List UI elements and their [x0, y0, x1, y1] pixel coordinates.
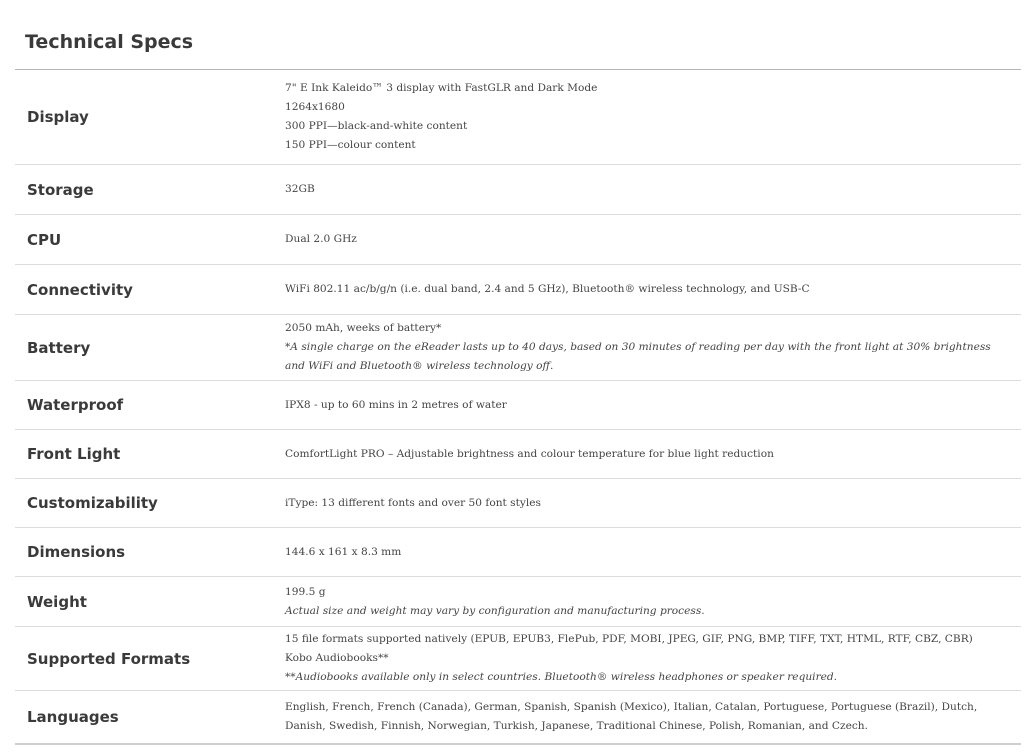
spec-value	[285, 445, 1021, 464]
spec-label: Connectivity	[27, 280, 133, 299]
spec-value-line: English, French, French (Canada), German, Spanish, Spanish (Mexico), Italian, Catalan, Portuguese, Portuguese (Brazil), Dutch, Danish, Swedish, Finnish, Norwegian, Turkish, Japanese, Traditional Chinese, Polish, Romanian, and Czech.	[285, 701, 978, 732]
spec-row-cpu	[15, 215, 1021, 265]
spec-value-line: 15 file formats supported natively (EPUB, EPUB3, FlePub, PDF, MOBI, JPEG, GIF, PNG, BMP, TIFF, TXT, HTML, RTF, CBZ, CBR)	[285, 633, 973, 645]
spec-label: CPU	[27, 230, 62, 249]
spec-value	[285, 583, 1021, 621]
spec-row-dimensions	[15, 528, 1021, 577]
page-title: Technical Specs	[25, 31, 194, 53]
spec-value-line: 1264x1680	[285, 101, 345, 113]
spec-value-line: WiFi 802.11 ac/b/g/n (i.e. dual band, 2.4 and 5 GHz), Bluetooth® wireless technology, and USB-C	[285, 283, 810, 295]
spec-note: *A single charge on the eReader lasts up to 40 days, based on 30 minutes of reading per day with the front light at 30% brightness and WiFi and Bluetooth® wireless technology off.	[285, 341, 991, 372]
spec-row-languages	[15, 691, 1021, 743]
spec-label: Languages	[27, 708, 119, 726]
spec-value	[285, 630, 1021, 687]
spec-value-line: Kobo Audiobooks**	[285, 652, 389, 664]
specs-table	[15, 69, 1021, 745]
spec-label: Waterproof	[27, 396, 124, 414]
spec-value-line: iType: 13 different fonts and over 50 font styles	[285, 496, 541, 509]
spec-value	[285, 698, 1021, 736]
spec-label: Storage	[27, 180, 94, 199]
spec-label: Battery	[27, 338, 91, 357]
spec-value-line: 2050 mAh, weeks of battery*	[285, 322, 442, 334]
spec-value	[285, 79, 1021, 155]
spec-label: Display	[27, 108, 89, 126]
spec-label: Customizability	[27, 494, 158, 512]
spec-value-line: 32GB	[285, 183, 315, 195]
spec-label: Front Light	[27, 445, 121, 463]
spec-row-waterproof	[15, 381, 1021, 430]
spec-row-connectivity	[15, 265, 1021, 315]
spec-value	[285, 180, 1021, 199]
spec-value	[285, 319, 1021, 376]
spec-value	[285, 396, 1021, 415]
spec-row-storage	[15, 165, 1021, 215]
spec-note: **Audiobooks available only in select countries. Bluetooth® wireless headphones or speaker required.	[285, 671, 838, 683]
spec-value-line: 300 PPI—black-and-white content	[285, 120, 468, 132]
spec-row-weight	[15, 577, 1021, 627]
spec-label: Weight	[27, 592, 87, 611]
spec-value	[285, 230, 1021, 249]
spec-value-line: Dual 2.0 GHz	[285, 233, 357, 245]
spec-value-line: ComfortLight PRO – Adjustable brightness and colour temperature for blue light reduction	[285, 447, 774, 460]
spec-value	[285, 543, 1021, 562]
spec-value-line: 144.6 x 161 x 8.3 mm	[285, 545, 402, 558]
spec-note: Actual size and weight may vary by configuration and manufacturing process.	[285, 604, 705, 617]
spec-label: Supported Formats	[27, 649, 191, 668]
spec-row-supported-formats	[15, 627, 1021, 691]
spec-value-line: 150 PPI—colour content	[285, 139, 416, 151]
spec-value	[285, 280, 1021, 299]
spec-row-front-light	[15, 430, 1021, 479]
spec-label: Dimensions	[27, 543, 126, 561]
spec-value	[285, 494, 1021, 513]
spec-value-line: 199.5 g	[285, 585, 326, 598]
spec-row-display	[15, 70, 1021, 165]
spec-row-customizability	[15, 479, 1021, 528]
spec-value-line: IPX8 - up to 60 mins in 2 metres of water	[285, 398, 507, 411]
spec-value-line: 7" E Ink Kaleido™ 3 display with FastGLR and Dark Mode	[285, 82, 598, 94]
spec-row-battery	[15, 315, 1021, 381]
